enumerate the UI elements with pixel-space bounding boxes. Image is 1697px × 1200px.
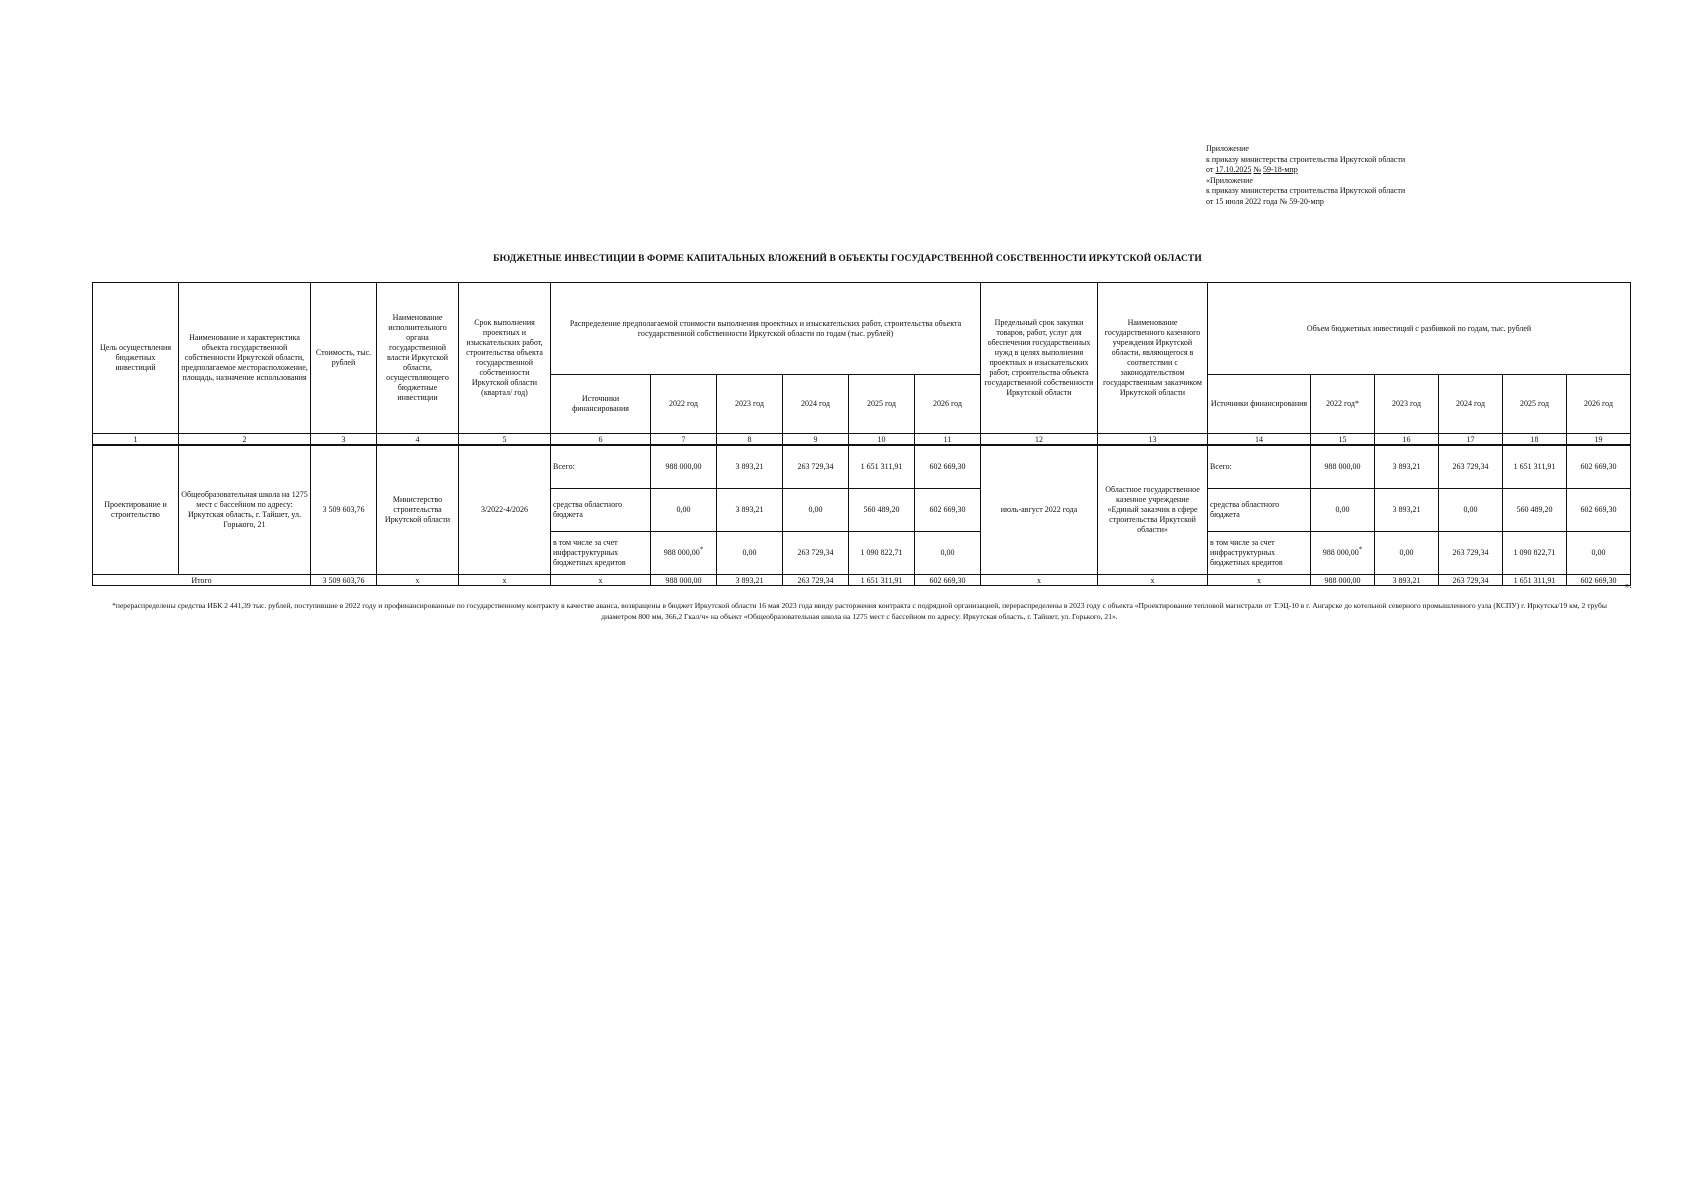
total-x: x xyxy=(377,575,459,586)
column-number: 14 xyxy=(1208,434,1311,446)
cell-source-a: в том числе за счет инфраструктурных бюджетных кредитов xyxy=(551,532,651,575)
appendix-date: 17.10.2025 xyxy=(1215,165,1252,175)
cell-b-2025: 1 090 822,71 xyxy=(1503,532,1567,575)
column-number: 3 xyxy=(311,434,377,446)
appendix-number: 59-18-мпр xyxy=(1263,165,1298,175)
header-deadline: Предельный срок закупки товаров, работ, услуг для обеспечения государственных нужд в целях выполнения проектных и изыскательских работ, строительства объекта государственной собственности Иркутской области xyxy=(981,283,1098,434)
column-number: 9 xyxy=(783,434,849,446)
column-number: 1 xyxy=(93,434,179,446)
total-a-2025: 1 651 311,91 xyxy=(849,575,915,586)
header-group-distribution: Распределение предполагаемой стоимости выполнения проектных и изыскательских работ, строительства объекта государственной собственности Иркутской области по годам (тыс. рублей) xyxy=(551,283,981,375)
cell-a-2022: 0,00 xyxy=(651,489,717,532)
cell-a-2025: 1 651 311,91 xyxy=(849,445,915,489)
header-b-2025: 2025 год xyxy=(1503,375,1567,434)
total-a-2024: 263 729,34 xyxy=(783,575,849,586)
cell-b-2026: 602 669,30 xyxy=(1567,489,1631,532)
header-a-2022: 2022 год xyxy=(651,375,717,434)
total-b-2024: 263 729,34 xyxy=(1439,575,1503,586)
cell-a-2024: 263 729,34 xyxy=(783,532,849,575)
cell-b-2025: 1 651 311,91 xyxy=(1503,445,1567,489)
total-b-2026: 602 669,30 xyxy=(1567,575,1631,586)
cell-b-2026: 602 669,30 xyxy=(1567,445,1631,489)
column-number: 7 xyxy=(651,434,717,446)
cell-b-2022 xyxy=(1311,532,1375,575)
total-a-2023: 3 893,21 xyxy=(717,575,783,586)
investment-table xyxy=(92,282,1631,586)
cell-a-2026: 0,00 xyxy=(915,532,981,575)
cell-a-2024: 263 729,34 xyxy=(783,445,849,489)
header-a-2024: 2024 год xyxy=(783,375,849,434)
total-x: x xyxy=(1098,575,1208,586)
header-source-b: Источники финансирования xyxy=(1208,375,1311,434)
appendix-number-label: № xyxy=(1253,165,1262,175)
column-number: 13 xyxy=(1098,434,1208,446)
cell-b-2024: 263 729,34 xyxy=(1439,445,1503,489)
cell-source-a: Всего: xyxy=(551,445,651,489)
header-executor: Наименование исполнительного органа государственной власти Иркутской области, осуществляющего бюджетные инвестиции xyxy=(377,283,459,434)
cell-a-2022-value: 988 000,00 xyxy=(663,548,700,557)
cell-b-2022: 988 000,00 xyxy=(1311,445,1375,489)
header-b-2022: 2022 год* xyxy=(1311,375,1375,434)
appendix-line5: к приказу министерства строительства Иркутской области xyxy=(1206,186,1406,196)
cell-b-2023: 3 893,21 xyxy=(1375,445,1439,489)
cell-a-2026: 602 669,30 xyxy=(915,445,981,489)
header-b-2026: 2026 год xyxy=(1567,375,1631,434)
total-b-2023: 3 893,21 xyxy=(1375,575,1439,586)
header-group-volume: Объем бюджетных инвестиций с разбивкой по годам, тыс. рублей xyxy=(1208,283,1631,375)
cell-cost: 3 509 603,76 xyxy=(311,445,377,575)
header-source-a: Источники финансирования xyxy=(551,375,651,434)
cell-source-b: средства областного бюджета xyxy=(1208,489,1311,532)
cell-period: 3/2022-4/2026 xyxy=(459,445,551,575)
total-b-2025: 1 651 311,91 xyxy=(1503,575,1567,586)
appendix-block xyxy=(1206,144,1506,208)
header-cost: Стоимость, тыс. рублей xyxy=(311,283,377,434)
cell-b-2024: 263 729,34 xyxy=(1439,532,1503,575)
table-row-total-sources xyxy=(93,445,1631,489)
cell-a-2026: 602 669,30 xyxy=(915,489,981,532)
total-a-2026: 602 669,30 xyxy=(915,575,981,586)
column-number: 2 xyxy=(179,434,311,446)
total-label: Итого xyxy=(93,575,311,586)
cell-a-2024: 0,00 xyxy=(783,489,849,532)
column-number: 5 xyxy=(459,434,551,446)
appendix-line2: к приказу министерства строительства Иркутской области xyxy=(1206,154,1406,164)
column-number-row xyxy=(93,434,1631,446)
document-title: БЮДЖЕТНЫЕ ИНВЕСТИЦИИ В ФОРМЕ КАПИТАЛЬНЫХ ВЛОЖЕНИЙ В ОБЪЕКТЫ ГОСУДАРСТВЕННОЙ СОБСТВЕННОСТИ ИРКУТСКОЙ ОБЛАСТИ xyxy=(493,254,1202,264)
column-number: 18 xyxy=(1503,434,1567,446)
appendix-line4: «Приложение xyxy=(1206,175,1253,185)
cell-b-2022-value: 988 000,00 xyxy=(1322,548,1359,557)
cell-a-2023: 0,00 xyxy=(717,532,783,575)
header-a-2025: 2025 год xyxy=(849,375,915,434)
cell-b-2022: 0,00 xyxy=(1311,489,1375,532)
appendix-line3 xyxy=(1206,165,1506,176)
cell-goal: Проектирование и строительство xyxy=(93,445,179,575)
cell-source-b: Всего: xyxy=(1208,445,1311,489)
footnote-star: * xyxy=(699,545,704,554)
cell-source-b: в том числе за счет инфраструктурных бюджетных кредитов xyxy=(1208,532,1311,575)
cell-a-2023: 3 893,21 xyxy=(717,489,783,532)
table-row-total xyxy=(93,575,1631,586)
total-x: x xyxy=(981,575,1098,586)
cell-a-2025: 560 489,20 xyxy=(849,489,915,532)
header-object: Наименование и характеристика объекта государственной собственности Иркутской области, предполагаемое месторасположение, площадь, назначение использования xyxy=(179,283,311,434)
header-period: Срок выполнения проектных и изыскательских работ, строительства объекта государственной собственности Иркутской области (квартал/ год) xyxy=(459,283,551,434)
appendix-line1: Приложение xyxy=(1206,144,1249,153)
cell-a-2025: 1 090 822,71 xyxy=(849,532,915,575)
column-number: 11 xyxy=(915,434,981,446)
column-number: 17 xyxy=(1439,434,1503,446)
total-a-2022: 988 000,00 xyxy=(651,575,717,586)
column-number: 6 xyxy=(551,434,651,446)
cell-object: Общеобразовательная школа на 1275 мест с бассейном по адресу: Иркутская область, г. Тайшет, ул. Горького, 21 xyxy=(179,445,311,575)
cell-b-2023: 0,00 xyxy=(1375,532,1439,575)
header-a-2023: 2023 год xyxy=(717,375,783,434)
cell-executor: Министерство строительства Иркутской области xyxy=(377,445,459,575)
total-x: x xyxy=(459,575,551,586)
footnote-star: * xyxy=(1358,545,1363,554)
column-number: 8 xyxy=(717,434,783,446)
cell-a-2022 xyxy=(651,532,717,575)
closing-quote: ». xyxy=(1625,580,1632,590)
cell-b-2024: 0,00 xyxy=(1439,489,1503,532)
column-number: 10 xyxy=(849,434,915,446)
header-b-2024: 2024 год xyxy=(1439,375,1503,434)
appendix-date-prefix: от xyxy=(1206,165,1214,175)
cell-a-2022: 988 000,00 xyxy=(651,445,717,489)
cell-source-a: средства областного бюджета xyxy=(551,489,651,532)
header-goal: Цель осуществления бюджетных инвестиций xyxy=(93,283,179,434)
cell-a-2023: 3 893,21 xyxy=(717,445,783,489)
total-x: x xyxy=(1208,575,1311,586)
cell-deadline: июль-август 2022 года xyxy=(981,445,1098,575)
cell-customer: Областное государственное казенное учреждение «Единый заказчик в сфере строительства Иркутской области» xyxy=(1098,445,1208,575)
column-number: 4 xyxy=(377,434,459,446)
appendix-line6: от 15 июля 2022 года № 59-20-мпр xyxy=(1206,196,1324,206)
cell-b-2023: 3 893,21 xyxy=(1375,489,1439,532)
column-number: 16 xyxy=(1375,434,1439,446)
column-number: 15 xyxy=(1311,434,1375,446)
total-x: x xyxy=(551,575,651,586)
cell-b-2026: 0,00 xyxy=(1567,532,1631,575)
header-b-2023: 2023 год xyxy=(1375,375,1439,434)
column-number: 19 xyxy=(1567,434,1631,446)
header-customer: Наименование государственного казенного учреждения Иркутской области, являющегося в соответствии с законодательством государственным заказчиком Иркутской области xyxy=(1098,283,1208,434)
total-b-2022: 988 000,00 xyxy=(1311,575,1375,586)
total-cost: 3 509 603,76 xyxy=(311,575,377,586)
cell-b-2025: 560 489,20 xyxy=(1503,489,1567,532)
column-number: 12 xyxy=(981,434,1098,446)
header-a-2026: 2026 год xyxy=(915,375,981,434)
footnote: *перераспределены средства ИБК 2 441,39 тыс. рублей, поступившие в 2022 году и профинансированные по государственному контракту в качестве аванса, возвращены в бюджет Иркутской области 16 мая 2023 года ввиду расторжения контракта с подрядной организацией, перераспределены в 2023 году с объекта «Проектирование тепловой магистрали от ТЭЦ-10 в г. Ангарске до котельной северного промышленного узла (КСПУ) г. Иркутска/19 км, 2 трубы диаметром 800 мм, 366,2 Гкал/ч» на объект «Общеобразовательная школа на 1275 мест с бассейном по адресу: Иркутская область, г. Тайшет, ул. Горького, 21». xyxy=(112,601,1607,621)
